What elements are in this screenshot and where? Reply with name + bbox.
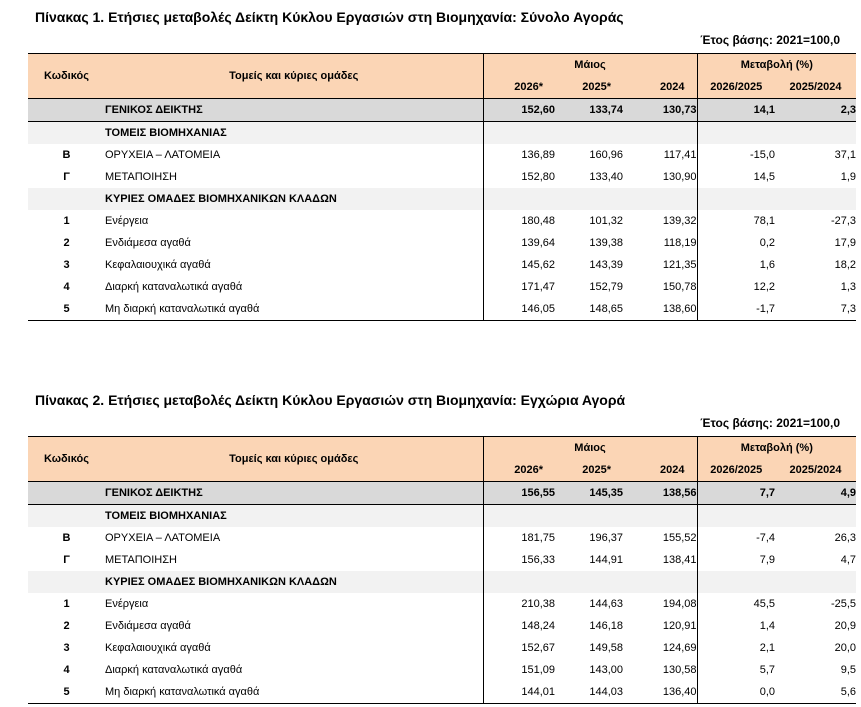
row-change: -27,3 xyxy=(830,215,857,227)
row-value: 149,58 xyxy=(589,642,623,654)
empty-cell xyxy=(623,122,697,145)
row-value: 138,60 xyxy=(623,298,697,321)
empty-cell xyxy=(555,505,623,528)
row-code: 3 xyxy=(63,259,70,271)
row-change: 2,3 xyxy=(775,99,856,122)
empty-cell xyxy=(697,188,775,210)
section-title: ΤΟΜΕΙΣ ΒΙΟΜΗΧΑΝΙΑΣ xyxy=(105,122,483,145)
row-code: Β xyxy=(62,149,71,161)
row-value: 143,39 xyxy=(589,259,623,271)
table-row xyxy=(28,549,856,571)
row-value: 144,03 xyxy=(555,681,623,704)
row-value: 145,62 xyxy=(483,254,555,276)
row-label: Ενέργεια xyxy=(105,598,149,610)
table-row xyxy=(28,681,856,704)
row-value: 146,18 xyxy=(589,620,623,632)
base-year-note: Έτος βάσης: 2021=100,0 xyxy=(700,33,840,47)
row-change: -1,7 xyxy=(697,298,775,321)
row-value: 143,00 xyxy=(589,664,623,676)
row-value: 196,37 xyxy=(589,532,623,544)
empty-cell xyxy=(697,505,775,528)
header-year: 2026* xyxy=(483,459,555,482)
table-row xyxy=(28,527,856,549)
row-change: 78,1 xyxy=(697,210,775,232)
row-change: 14,1 xyxy=(697,99,775,122)
row-value: 144,91 xyxy=(589,554,623,566)
row-value: 152,79 xyxy=(589,281,623,293)
row-label: Μη διαρκή καταναλωτικά αγαθά xyxy=(105,681,483,704)
row-change: 1,4 xyxy=(697,615,775,637)
row-change: 5,6 xyxy=(775,681,856,704)
row-change: 7,7 xyxy=(697,482,775,505)
header-label: Τομείς και κύριες ομάδες xyxy=(105,437,483,482)
empty-cell xyxy=(697,571,775,593)
header-month-group: Μάιος xyxy=(483,437,697,460)
header-change: 2025/2024 xyxy=(775,459,856,482)
row-label: Κεφαλαιουχικά αγαθά xyxy=(105,259,211,271)
row-value: 130,58 xyxy=(662,664,697,676)
total-row xyxy=(28,99,856,122)
row-change: 0,0 xyxy=(697,681,775,704)
row-label: Κεφαλαιουχικά αγαθά xyxy=(105,642,211,654)
total-row xyxy=(28,482,856,505)
header-year: 2026* xyxy=(483,76,555,99)
row-change: 1,6 xyxy=(697,254,775,276)
empty-cell xyxy=(775,505,856,528)
row-code xyxy=(28,505,105,528)
row-label: ΓΕΝΙΚΟΣ ΔΕΙΚΤΗΣ xyxy=(105,482,483,505)
row-change: 1,3 xyxy=(840,281,857,293)
row-code: Γ xyxy=(63,554,70,566)
index-table xyxy=(28,436,856,704)
table-row xyxy=(28,144,856,166)
section-title: ΚΥΡΙΕΣ ΟΜΑΔΕΣ ΒΙΟΜΗΧΑΝΙΚΩΝ ΚΛΑΔΩΝ xyxy=(105,571,483,593)
row-value: 120,91 xyxy=(662,620,697,632)
row-value: 124,69 xyxy=(662,642,697,654)
row-change: 7,9 xyxy=(697,549,775,571)
empty-cell xyxy=(483,505,555,528)
table-row xyxy=(28,166,856,188)
row-value: 138,41 xyxy=(662,554,697,566)
row-change: 2,1 xyxy=(697,637,775,659)
row-value: 210,38 xyxy=(483,593,555,615)
row-value: 133,74 xyxy=(555,99,623,122)
row-value: 136,89 xyxy=(483,144,555,166)
row-change: -15,0 xyxy=(697,144,775,166)
row-value: 148,24 xyxy=(483,615,555,637)
row-value: 181,75 xyxy=(483,527,555,549)
header-year: 2025* xyxy=(555,76,623,99)
empty-cell xyxy=(775,571,856,593)
row-value: 145,35 xyxy=(555,482,623,505)
row-code xyxy=(28,482,105,505)
empty-cell xyxy=(555,571,623,593)
empty-cell xyxy=(775,188,856,210)
row-value: 152,80 xyxy=(483,166,555,188)
row-code xyxy=(28,571,105,593)
row-change: 4,7 xyxy=(840,554,857,566)
row-code: 1 xyxy=(63,598,70,610)
empty-cell xyxy=(775,122,856,145)
row-code: 4 xyxy=(63,664,70,676)
table-title: Πίνακας 1. Ετήσιες μεταβολές Δείκτη Κύκλου Εργασιών στη Βιομηχανία: Σύνολο Αγοράς xyxy=(35,9,624,25)
row-code: 3 xyxy=(63,642,70,654)
row-value: 144,01 xyxy=(483,681,555,704)
row-value: 118,19 xyxy=(663,237,697,249)
table-row xyxy=(28,298,856,321)
row-code: 2 xyxy=(63,237,70,249)
row-change: 14,5 xyxy=(697,166,775,188)
row-value: 121,35 xyxy=(662,259,697,271)
row-change: 20,9 xyxy=(834,620,857,632)
row-value: 151,09 xyxy=(483,659,555,681)
row-change: 5,7 xyxy=(697,659,775,681)
row-label: ΓΕΝΙΚΟΣ ΔΕΙΚΤΗΣ xyxy=(105,99,483,122)
row-value: 150,78 xyxy=(662,281,697,293)
empty-cell xyxy=(623,505,697,528)
row-change: -7,4 xyxy=(697,527,775,549)
header-label: Τομείς και κύριες ομάδες xyxy=(105,54,483,99)
header-change-group: Μεταβολή (%) xyxy=(697,54,856,77)
row-code: Β xyxy=(62,532,71,544)
header-code: Κωδικός xyxy=(28,54,105,99)
header-month-group: Μάιος xyxy=(483,54,697,77)
row-change: -25,5 xyxy=(830,598,857,610)
row-value: 117,41 xyxy=(663,149,697,161)
table-row xyxy=(28,276,856,298)
row-label: Μη διαρκή καταναλωτικά αγαθά xyxy=(105,298,483,321)
row-value: 160,96 xyxy=(589,149,623,161)
row-label: Ενέργεια xyxy=(105,215,149,227)
row-value: 130,73 xyxy=(623,99,697,122)
empty-cell xyxy=(483,188,555,210)
row-value: 152,60 xyxy=(483,99,555,122)
row-change: 7,3 xyxy=(775,298,856,321)
row-label: Ενδιάμεσα αγαθά xyxy=(105,620,191,632)
row-code: 2 xyxy=(63,620,70,632)
section-title: ΚΥΡΙΕΣ ΟΜΑΔΕΣ ΒΙΟΜΗΧΑΝΙΚΩΝ ΚΛΑΔΩΝ xyxy=(105,188,483,210)
row-change: 37,1 xyxy=(834,149,857,161)
section-title: ΤΟΜΕΙΣ ΒΙΟΜΗΧΑΝΙΑΣ xyxy=(105,505,483,528)
empty-cell xyxy=(483,122,555,145)
row-code: Γ xyxy=(63,171,70,183)
row-value: 130,90 xyxy=(662,171,697,183)
section-row xyxy=(28,122,856,145)
row-code xyxy=(28,188,105,210)
header-year: 2024 xyxy=(623,459,697,482)
section-row xyxy=(28,188,856,210)
row-value: 180,48 xyxy=(483,210,555,232)
empty-cell xyxy=(623,571,697,593)
header-change: 2026/2025 xyxy=(697,76,775,99)
row-label: ΜΕΤΑΠΟΙΗΣΗ xyxy=(105,171,177,183)
header-change: 2025/2024 xyxy=(775,76,856,99)
row-change: 12,2 xyxy=(697,276,775,298)
row-label: Ενδιάμεσα αγαθά xyxy=(105,237,191,249)
empty-cell xyxy=(555,122,623,145)
row-value: 156,33 xyxy=(483,549,555,571)
table-row xyxy=(28,210,856,232)
row-value: 136,40 xyxy=(623,681,697,704)
row-value: 155,52 xyxy=(662,532,697,544)
row-value: 138,56 xyxy=(623,482,697,505)
row-value: 101,32 xyxy=(589,215,623,227)
row-change: 45,5 xyxy=(697,593,775,615)
row-value: 139,38 xyxy=(589,237,623,249)
section-row xyxy=(28,571,856,593)
table-row xyxy=(28,232,856,254)
row-code: 5 xyxy=(28,298,105,321)
row-change: 26,3 xyxy=(834,532,857,544)
table-row xyxy=(28,659,856,681)
row-value: 194,08 xyxy=(662,598,697,610)
row-label: Διαρκή καταναλωτικά αγαθά xyxy=(105,281,243,293)
header-code: Κωδικός xyxy=(28,437,105,482)
row-value: 152,67 xyxy=(483,637,555,659)
row-change: 1,9 xyxy=(840,171,857,183)
row-change: 9,5 xyxy=(840,664,857,676)
table-title: Πίνακας 2. Ετήσιες μεταβολές Δείκτη Κύκλου Εργασιών στη Βιομηχανία: Εγχώρια Αγορά xyxy=(35,392,626,408)
header-change-group: Μεταβολή (%) xyxy=(697,437,856,460)
row-change: 0,2 xyxy=(697,232,775,254)
row-value: 156,55 xyxy=(483,482,555,505)
row-code: 4 xyxy=(63,281,70,293)
row-change: 20,0 xyxy=(834,642,857,654)
row-value: 171,47 xyxy=(483,276,555,298)
empty-cell xyxy=(623,188,697,210)
row-code: 1 xyxy=(63,215,70,227)
row-value: 139,32 xyxy=(662,215,697,227)
row-label: ΟΡΥΧΕΙΑ – ΛΑΤΟΜΕΙΑ xyxy=(105,532,221,544)
row-code: 5 xyxy=(28,681,105,704)
header-change: 2026/2025 xyxy=(697,459,775,482)
empty-cell xyxy=(555,188,623,210)
row-code xyxy=(28,122,105,145)
base-year-note: Έτος βάσης: 2021=100,0 xyxy=(700,416,840,430)
header-year: 2024 xyxy=(623,76,697,99)
row-value: 133,40 xyxy=(589,171,623,183)
row-label: ΟΡΥΧΕΙΑ – ΛΑΤΟΜΕΙΑ xyxy=(105,149,221,161)
table-row xyxy=(28,254,856,276)
row-code xyxy=(28,99,105,122)
row-change: 17,9 xyxy=(834,237,857,249)
table-row xyxy=(28,615,856,637)
row-change: 18,2 xyxy=(834,259,857,271)
row-label: Διαρκή καταναλωτικά αγαθά xyxy=(105,664,243,676)
empty-cell xyxy=(483,571,555,593)
table-row xyxy=(28,637,856,659)
section-row xyxy=(28,505,856,528)
row-change: 4,9 xyxy=(775,482,856,505)
empty-cell xyxy=(697,122,775,145)
index-table xyxy=(28,53,856,321)
row-value: 146,05 xyxy=(483,298,555,321)
row-value: 139,64 xyxy=(483,232,555,254)
table-row xyxy=(28,593,856,615)
row-label: ΜΕΤΑΠΟΙΗΣΗ xyxy=(105,554,177,566)
row-value: 148,65 xyxy=(555,298,623,321)
row-value: 144,63 xyxy=(589,598,623,610)
header-year: 2025* xyxy=(555,459,623,482)
